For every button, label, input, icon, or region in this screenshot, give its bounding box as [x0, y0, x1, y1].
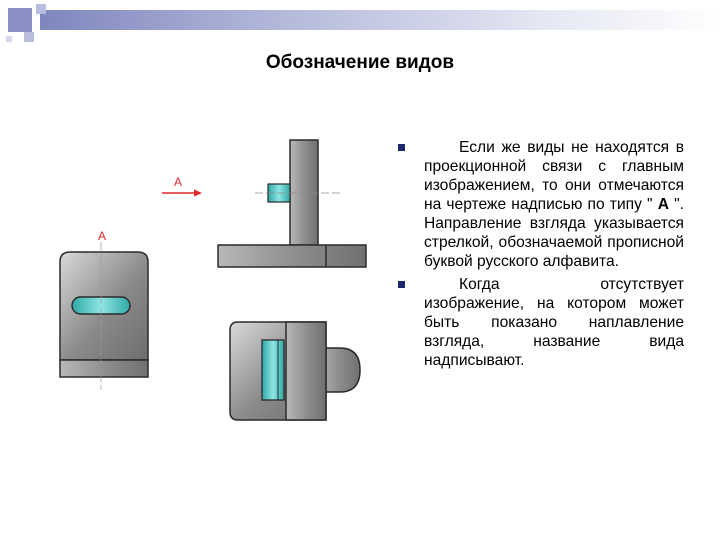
bullet-list: [396, 138, 684, 374]
front-view: [60, 242, 148, 390]
corner-square-small: [36, 4, 46, 14]
side-view: [218, 140, 366, 267]
header-gradient-bar: [40, 10, 720, 30]
bottom-view: [230, 322, 360, 420]
view-letter-a: А: [652, 196, 675, 213]
bullet-text-end: ". Направление взгляда указывается стрелкой, обозначаемой прописной буквой русского алфавита.: [424, 196, 684, 270]
views-drawing: [50, 130, 380, 430]
bullet-square-icon: [398, 144, 405, 151]
bullet-item: [396, 138, 684, 271]
view-label-a: А: [98, 229, 107, 243]
bullet-text: Если же виды не находятся в проекционной связи с главным изображением, то они отмечаются на чертеже надписью по типу ": [424, 139, 684, 213]
arrow-label-a: А: [174, 175, 183, 189]
bullet-square-icon: [398, 281, 405, 288]
corner-square-mid: [24, 32, 34, 42]
bullet-item: [396, 275, 684, 370]
view-arrow: [162, 190, 202, 197]
corner-square-tiny: [6, 36, 12, 42]
bullet-text: Когда отсутствует изображение, на котором может быть показано наплавление взгляда, название вида надписывают.: [424, 276, 684, 369]
corner-square-large: [8, 8, 32, 32]
slide-title: Обозначение видов: [265, 52, 455, 73]
